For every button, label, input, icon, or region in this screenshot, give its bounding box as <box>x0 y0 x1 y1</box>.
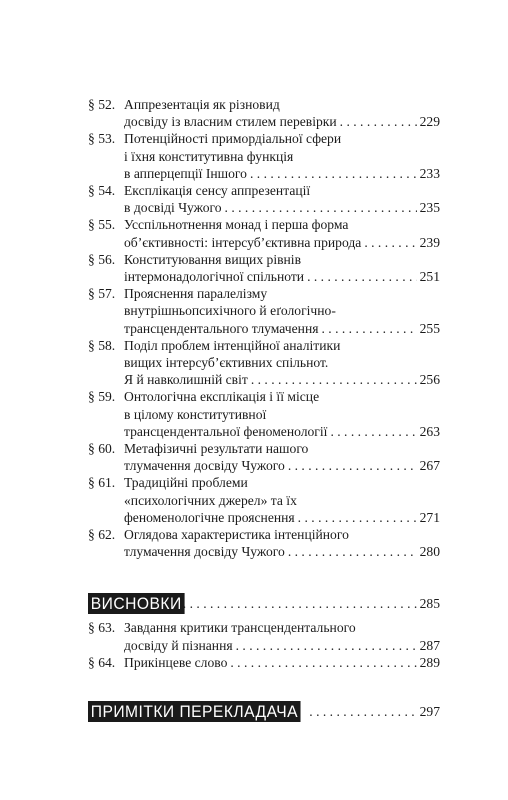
section-number: § 52. <box>88 97 116 112</box>
page-number: 255 <box>419 320 440 336</box>
toc-entry <box>88 619 440 653</box>
section-number: § 57. <box>88 286 116 302</box>
page-number: 233 <box>419 165 440 181</box>
conclusions-page: 285 <box>419 596 440 612</box>
leader-dots <box>330 423 416 440</box>
entry-title-line: Завдання критики трансцендентального <box>124 620 356 636</box>
entry-title-line: трансцендентального тлумачення <box>124 320 319 336</box>
entry-title-line: Аппрезентація як різновид <box>124 97 280 112</box>
leader-dots <box>288 457 417 474</box>
entry-title-line: Потенційності примордіальної сфери <box>124 131 342 147</box>
toc-entry <box>88 337 440 389</box>
section-number: § 61. <box>88 475 116 491</box>
table-of-contents <box>88 96 440 722</box>
entry-title-line: Я й навколишній світ <box>124 372 248 388</box>
notes-heading-row <box>88 701 440 722</box>
entry-title-line: тлумачення досвіду Чужого <box>124 544 285 560</box>
section-number: § 53. <box>88 131 116 147</box>
entry-title-line: Традиційні проблеми <box>124 475 248 491</box>
toc-entry <box>88 654 440 671</box>
entry-title-line: Усспільнотнення монад і перша форма <box>124 217 349 233</box>
page-number: 267 <box>419 458 440 474</box>
page-number: 280 <box>419 544 440 560</box>
entry-title-line: трансцендентальної феноменології <box>124 423 328 439</box>
entry-title-line: Метафізичні результати нашого <box>124 441 309 457</box>
entry-title-line: Експлікація сенсу аппрезентації <box>124 183 311 199</box>
leader-dots <box>230 654 416 671</box>
leader-dots <box>309 702 416 722</box>
conclusions-heading: ВИСНОВКИ <box>88 593 184 614</box>
entry-title-line: феноменологічне прояснення <box>124 509 295 525</box>
section-number: § 56. <box>88 251 116 267</box>
entry-title-line: вищих інтерсуб’єктивних спільнот. <box>124 355 329 371</box>
leader-dots <box>321 320 416 337</box>
entry-title-line: тлумачення досвіду Чужого <box>124 458 285 474</box>
entry-title-line: в досвіді Чужого <box>124 200 222 216</box>
section-number: § 60. <box>88 441 116 457</box>
entry-title-line: Прикінцеве слово <box>124 654 228 670</box>
entry-title-line: «психологічних джерел» та їх <box>124 492 297 508</box>
page-number: 289 <box>419 654 440 670</box>
entry-title-line: Поділ проблем інтенційної аналітики <box>124 337 341 353</box>
section-number: § 55. <box>88 217 116 233</box>
translator-notes-heading: ПРИМІТКИ ПЕРЕКЛАДАЧА <box>88 701 301 722</box>
leader-dots <box>225 199 417 216</box>
page-number: 239 <box>419 234 440 250</box>
section-number: § 58. <box>88 337 116 353</box>
entry-title-line: внутрішньопсихічного й еґологічно- <box>124 303 336 319</box>
page-number: 287 <box>419 637 440 653</box>
section-number: § 63. <box>88 620 116 636</box>
entry-title-line: Конституювання вищих рівнів <box>124 251 301 267</box>
leader-dots <box>251 371 417 388</box>
toc-entry <box>88 96 440 130</box>
page-number: 251 <box>419 269 440 285</box>
page-number: 263 <box>419 423 440 439</box>
page-number: 235 <box>419 200 440 216</box>
leader-dots <box>236 637 417 654</box>
entry-title-line: в цілому конститутивної <box>124 406 267 422</box>
entry-title-line: Онтологічна експлікація і її місце <box>124 389 320 405</box>
section-number: § 62. <box>88 527 116 543</box>
toc-entry <box>88 130 440 182</box>
toc-section-list <box>88 96 440 560</box>
toc-entry <box>88 251 440 285</box>
page-number: 271 <box>419 509 440 525</box>
entry-title-line: і їхня конститутивна функція <box>124 148 294 164</box>
leader-dots <box>340 113 417 130</box>
toc-entry <box>88 182 440 216</box>
entry-title-line: досвіду із власним стилем перевірки <box>124 114 337 130</box>
leader-dots <box>183 594 417 614</box>
entry-title-line: Оглядова характеристика інтенційного <box>124 527 349 543</box>
toc-entry <box>88 285 440 337</box>
conclusions-heading-row <box>88 593 440 614</box>
toc-entry <box>88 388 440 440</box>
toc-entry <box>88 440 440 474</box>
section-number: § 59. <box>88 389 116 405</box>
entry-title-line: в апперцепції Іншого <box>124 165 247 181</box>
entry-title-line: об’єктивності: інтерсуб’єктивна природа <box>124 234 362 250</box>
notes-page: 297 <box>419 704 440 720</box>
page-number: 256 <box>419 372 440 388</box>
leader-dots <box>288 543 417 560</box>
toc-entry <box>88 526 440 560</box>
page-number: 229 <box>419 114 440 130</box>
entry-title-line: інтермонадологічної спільноти <box>124 269 305 285</box>
toc-conclusion-list <box>88 619 440 671</box>
entry-title-line: Прояснення паралелізму <box>124 286 268 302</box>
leader-dots <box>364 234 416 251</box>
entry-title-line: досвіду й пізнання <box>124 637 233 653</box>
section-number: § 64. <box>88 654 116 670</box>
section-number: § 54. <box>88 183 116 199</box>
leader-dots <box>250 165 417 182</box>
toc-entry <box>88 474 440 526</box>
leader-dots <box>307 268 417 285</box>
toc-entry <box>88 216 440 250</box>
leader-dots <box>298 509 417 526</box>
